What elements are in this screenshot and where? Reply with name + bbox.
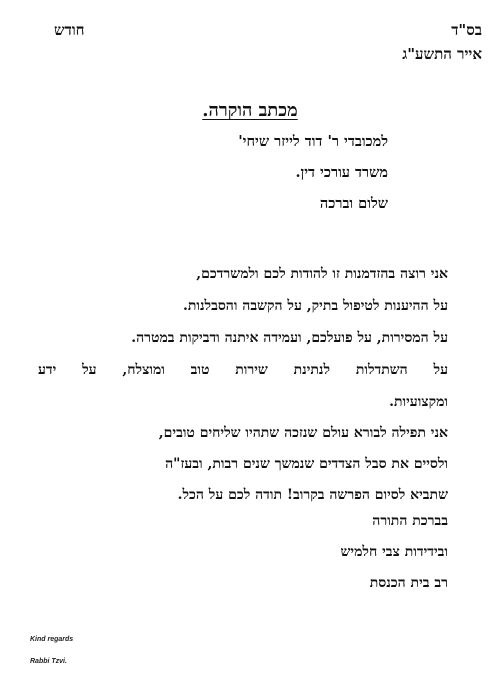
paragraph-line: ומקצועיות. (389, 394, 448, 410)
month-label: חודש (54, 21, 85, 39)
signoff-line: ובידידות צבי חלמיש (340, 544, 448, 560)
recipient-name: למכובדי ר' דוד לייזר שיחי' (238, 133, 388, 150)
paragraph-line: על השתדלות לנתינת שירות טוב ומוצלח, על ידע (38, 362, 448, 378)
paragraph-line: על המסירות, על פועלכם, ועמידה איתנה ודביקות במטרה. (131, 330, 448, 346)
bsd-mark: בס"ד (451, 21, 482, 39)
header-right (402, 18, 482, 66)
recipient-office: משרד עורכי דין. (295, 164, 388, 181)
paragraph-line: על ההיענות לטיפול בתיק, על הקשבה והסבלנות. (182, 298, 448, 314)
header-left (54, 18, 85, 42)
recipient-block (238, 126, 388, 219)
english-signature: Rabbi Tzvi. (30, 658, 67, 665)
paragraph-thanks (38, 258, 448, 418)
signoff-line: רב בית הכנסת (369, 575, 448, 591)
hebrew-date: אייר התשע"ג (402, 45, 482, 63)
paragraph-line: שתביא לסיום הפרשה בקרוב! תודה לכם על הכל. (177, 487, 448, 503)
paragraph-line: אני רוצה בהזדמנות זו להודות לכם ולמשרדכם, (196, 266, 448, 282)
greeting: שלום וברכה (319, 195, 388, 212)
paragraph-line: אני תפילה לבורא עולם שנזכה שתהיו שליחים טובים, (158, 425, 448, 441)
paragraph-line: ולסיים את סבל הצדדים שנמשך שנים רבות, ובעז"ה (165, 456, 448, 472)
signoff-block (341, 506, 448, 599)
english-regards: Kind regards (30, 636, 74, 643)
paragraph-prayer (38, 418, 448, 511)
letter-title: מכתב הוקרה. (202, 100, 298, 121)
signoff-line: בברכת התורה (372, 513, 448, 529)
